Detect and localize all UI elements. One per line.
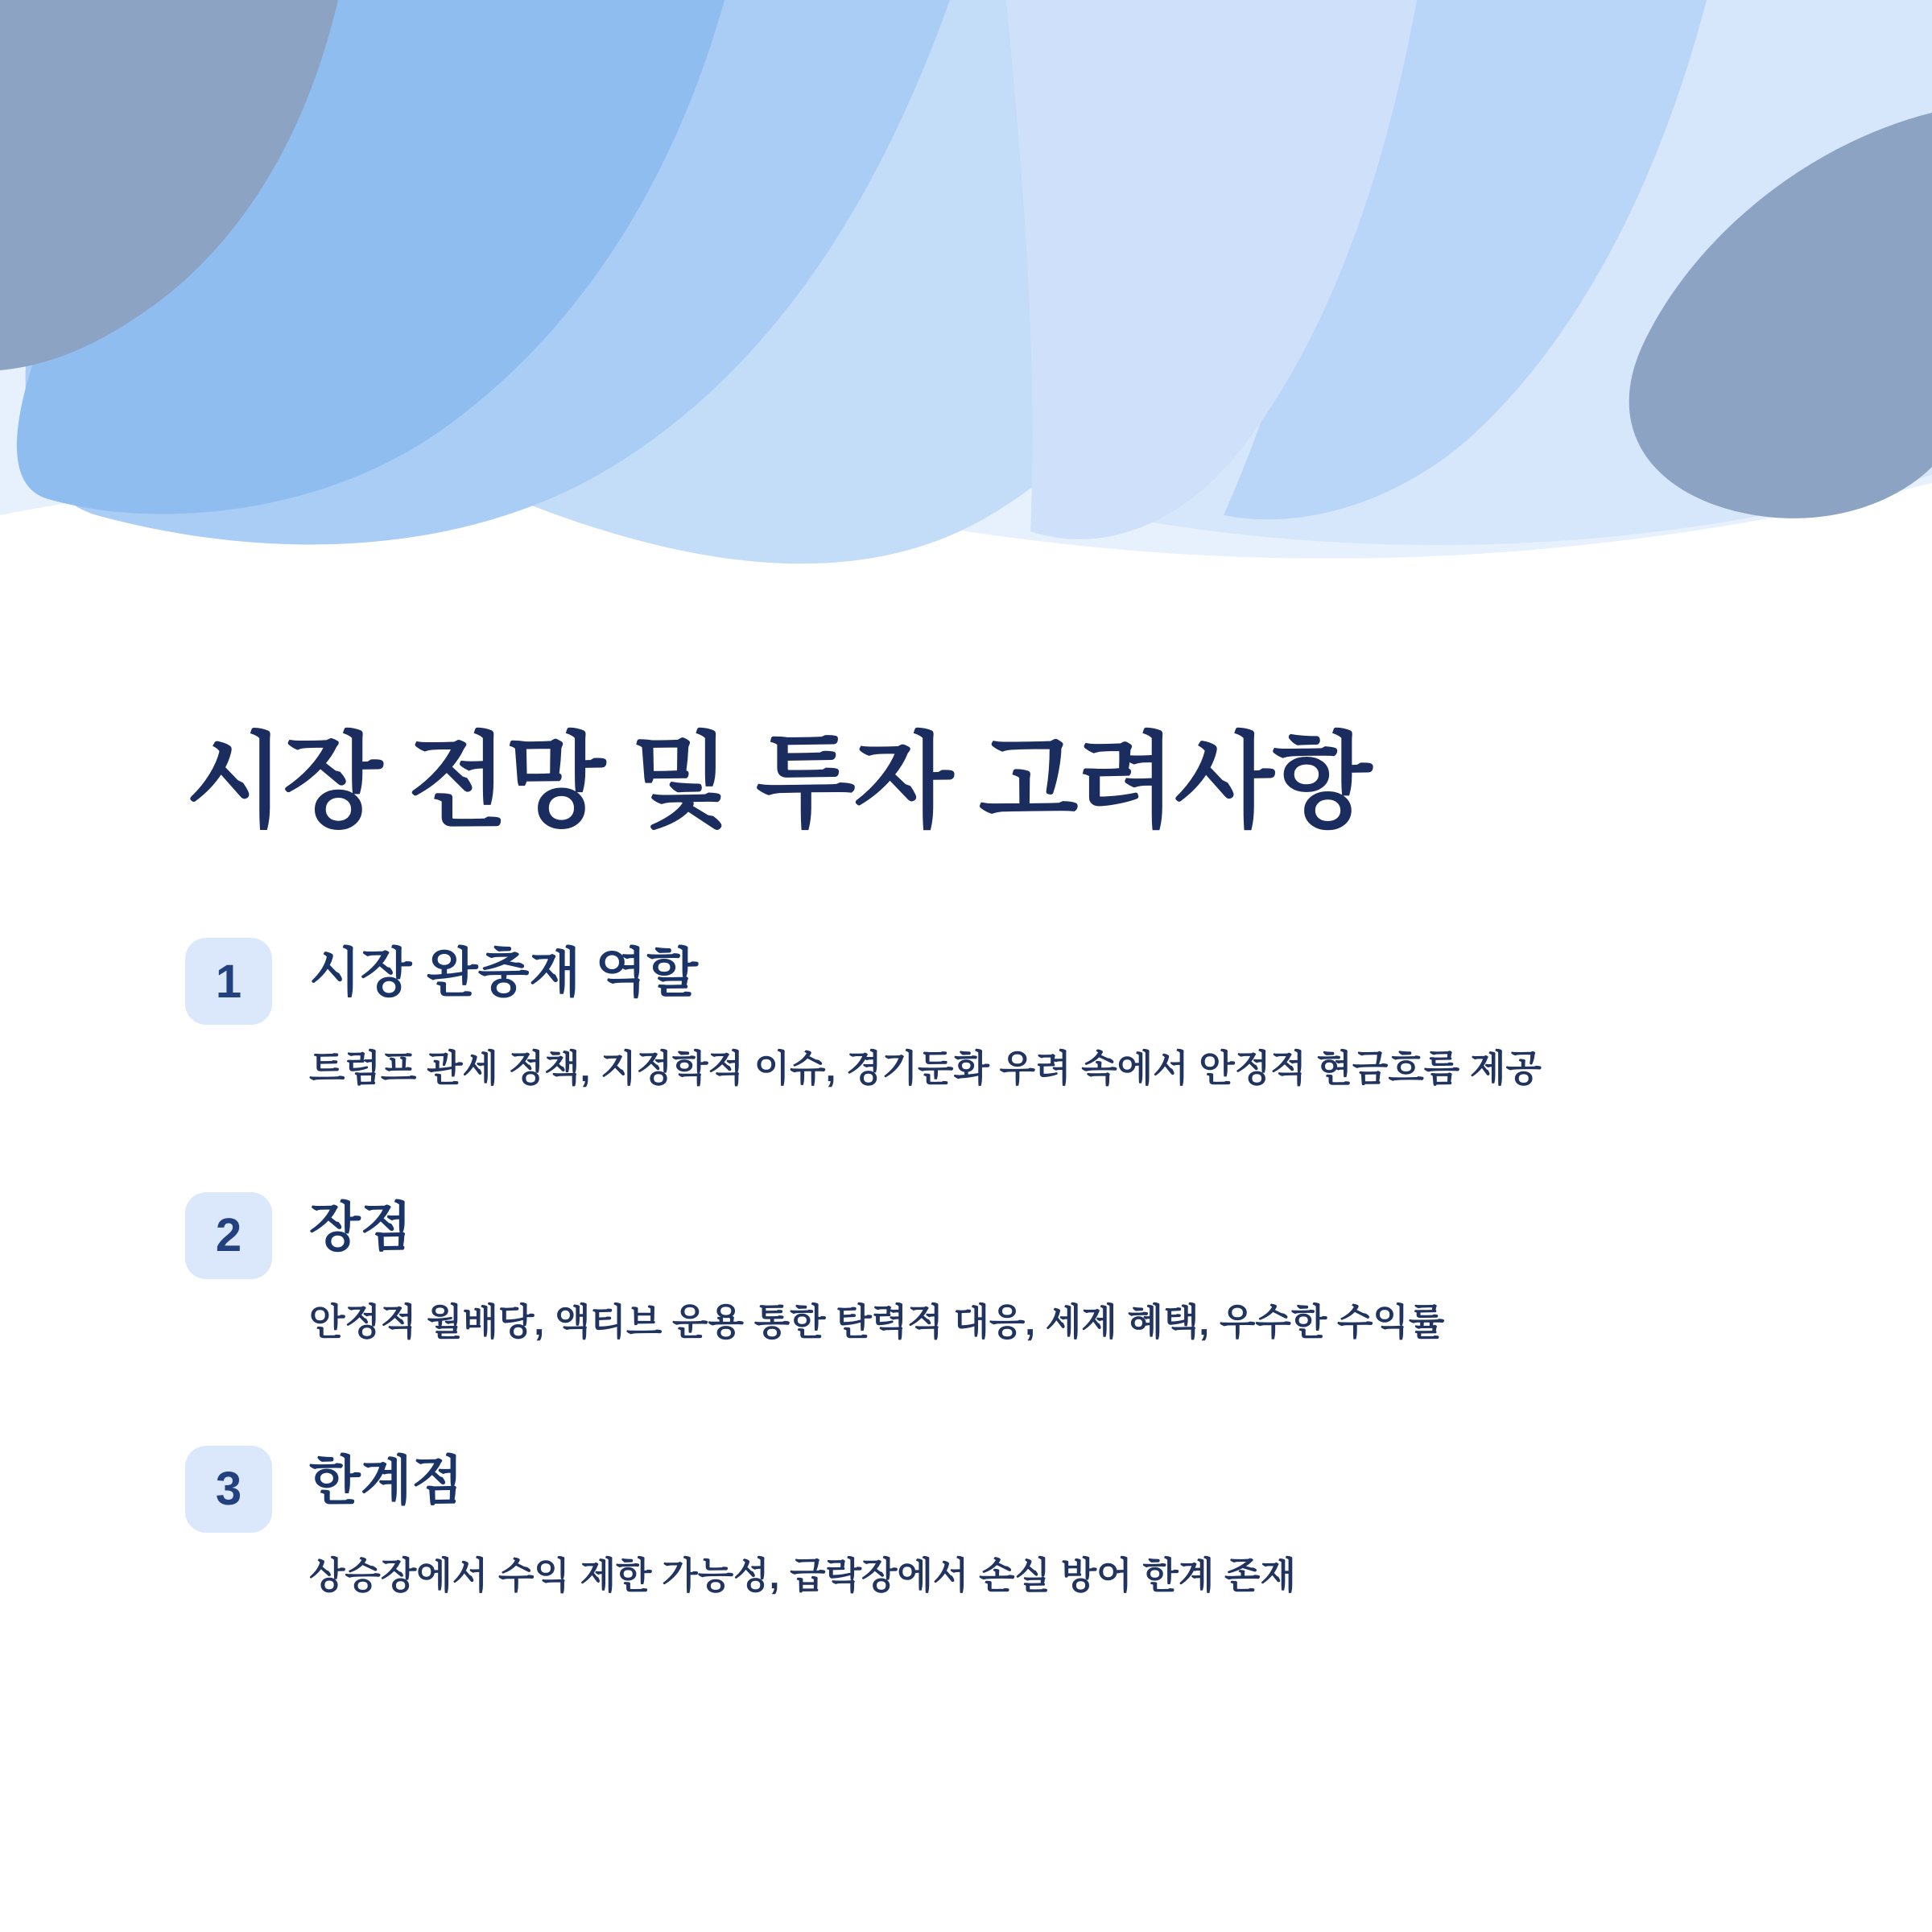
list-item xyxy=(185,1444,1747,1603)
item-number-badge: 3 xyxy=(185,1446,272,1533)
list-item xyxy=(185,1191,1747,1349)
slide-content xyxy=(0,724,1932,1603)
item-body xyxy=(309,1191,1747,1349)
item-description: 안정적 월배당, 액티브 운용 통한 탄력적 대응, 세제 혜택, 우수한 수익률 xyxy=(309,1301,1445,1344)
item-description: 트럼프 관세 정책, 지정학적 이슈, 경기둔화 우려 속에서 안정적 현금흐름 제공 xyxy=(309,1046,1542,1089)
header-wave-decoration xyxy=(0,0,1932,612)
list-item xyxy=(185,936,1747,1095)
item-body xyxy=(309,1444,1747,1603)
page-title: 시장 전망 및 투자 고려사항 xyxy=(185,724,1371,840)
item-heading: 한계점 xyxy=(309,1450,464,1510)
item-number-badge: 1 xyxy=(185,938,272,1025)
item-list xyxy=(185,936,1747,1603)
item-number-badge: 2 xyxy=(185,1192,272,1279)
item-heading: 장점 xyxy=(309,1196,412,1257)
item-body xyxy=(309,936,1747,1095)
item-heading: 시장 완충재 역할 xyxy=(309,943,698,1003)
item-description: 상승장에서 수익 제한 가능성, 급락장에서 손실 방어 한계 존재 xyxy=(309,1554,1296,1597)
